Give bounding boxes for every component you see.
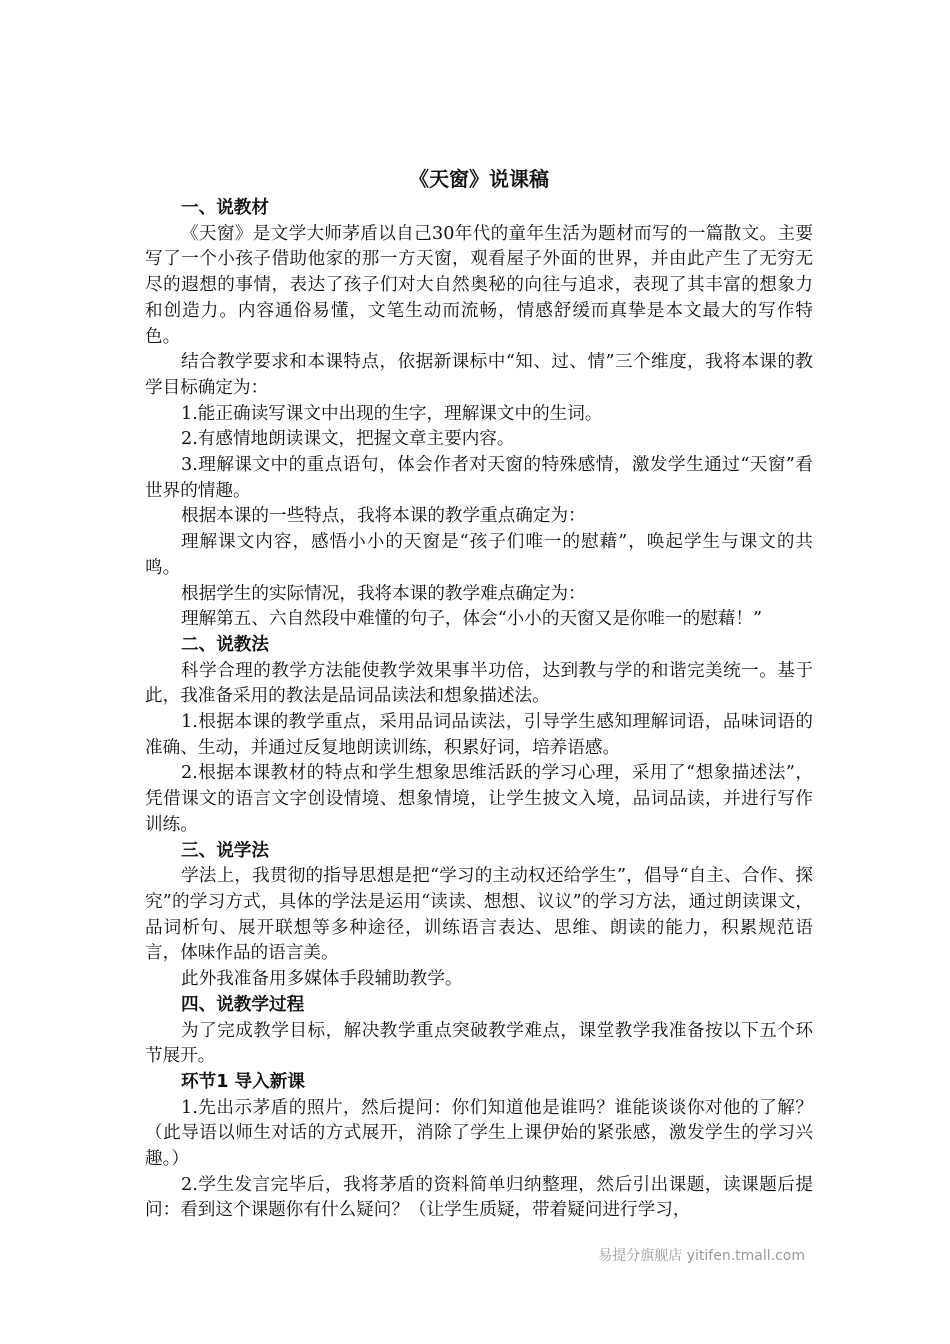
paragraph: 理解课文内容，感悟小小的天窗是“孩子们唯一的慰藉”，唤起学生与课文的共鸣。: [145, 532, 813, 578]
paragraph: 1.能正确读写课文中出现的生字，理解课文中的生词。: [181, 403, 603, 424]
page-title: 《天窗》说课稿: [409, 167, 549, 191]
paragraph: 此外我准备用多媒体手段辅助教学。: [181, 969, 463, 990]
paragraph: 为了完成教学目标，解决教学重点突破教学难点，课堂教学我准备按以下五个环节展开。: [145, 1020, 813, 1067]
paragraph: 2.有感情地朗读课文，把握文章主要内容。: [181, 429, 515, 450]
paragraph: 1.根据本课的教学重点，采用品词品读法，引导学生感知理解词语，品味词语的准确、生动，并通过反复地朗读训练，积累好词，培养语感。: [145, 712, 813, 758]
watermark: 易提分旗舰店 yitifen.tmall.com: [598, 1248, 805, 1264]
paragraph: 2.学生发言完毕后，我将茅盾的资料简单归纳整理，然后引出课题，读课题后提问：看到这个课题你有什么疑问？（让学生质疑，带着疑问进行学习，: [145, 1174, 813, 1221]
paragraph: 2.根据本课教材的特点和学生想象思维活跃的学习心理，采用了“想象描述法”，凭借课文的语言文字创设情境、想象情境，让学生披文入境，品词品读，并进行写作训练。: [145, 763, 813, 835]
paragraph: 1.先出示茅盾的照片，然后提问：你们知道他是谁吗？谁能谈谈你对他的了解？（此导语以师生对话的方式展开，消除了学生上课伊始的紧张感，激发学生的学习兴趣。）: [145, 1097, 813, 1170]
subsection-heading: 环节1 导入新课: [181, 1071, 305, 1092]
section-heading: 一、说教材: [181, 198, 269, 218]
section-heading: 三、说学法: [181, 840, 269, 861]
paragraph: 理解第五、六自然段中难懂的句子，体会“小小的天窗又是你唯一的慰藉！”: [181, 609, 762, 630]
paragraph: 学法上，我贯彻的指导思想是把“学习的主动权还给学生”，倡导“自主、合作、探究”的学习方式，具体的学法是运用“读读、想想、议议”的学习方法，通过朗读课文，品词析句、展开联想等多种途径，训练语言表达、思维、朗读的能力，积累规范语言，体味作品的语言美。: [145, 866, 813, 964]
paragraph: 根据学生的实际情况，我将本课的教学难点确定为：: [181, 583, 586, 604]
paragraph: 结合教学要求和本课特点，依据新课标中“知、过、情”三个维度，我将本课的教学目标确定为：: [145, 352, 813, 398]
paragraph: 3.理解课文中的重点语句，体会作者对天窗的特殊感情，激发学生通过“天窗”看世界的情趣。: [145, 455, 813, 501]
document-page: [145, 158, 813, 1224]
paragraph: 根据本课的一些特点，我将本课的教学重点确定为：: [181, 506, 586, 527]
paragraph: 科学合理的教学方法能使教学效果事半功倍，达到教与学的和谐完美统一。基于此，我准备采用的教法是品词品读法和想象描述法。: [145, 660, 813, 707]
paragraph: 《天窗》是文学大师茅盾以自己30年代的童年生活为题材而写的一篇散文。主要写了一个小孩子借助他家的那一方天窗，观看屋子外面的世界，并由此产生了无穷无尽的遐想的事情，表达了孩子们对大自然奥秘的向往与追求，表现了其丰富的想象力和创造力。内容通俗易懂，文笔生动而流畅，情感舒缓而真挚是本文最大的写作特色。: [145, 223, 813, 347]
section-heading: 二、说教法: [181, 634, 269, 655]
section-heading: 四、说教学过程: [181, 994, 305, 1015]
